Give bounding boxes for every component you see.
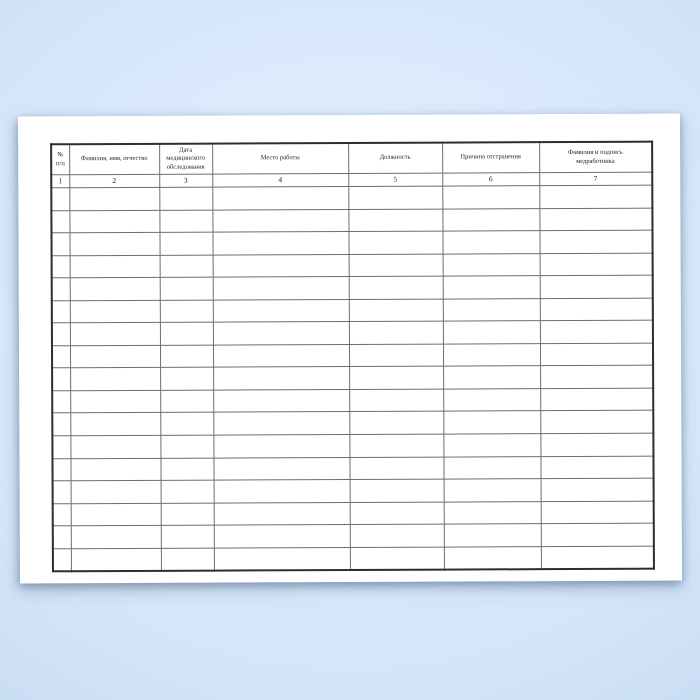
header-cell-col3: Дата медицинского обследования: [159, 144, 212, 175]
column-number-cell-7: 7: [539, 172, 652, 185]
empty-cell: [70, 300, 160, 323]
empty-cell: [349, 276, 443, 299]
empty-data-row: [51, 185, 652, 210]
empty-cell: [214, 525, 350, 548]
empty-cell: [349, 254, 443, 277]
empty-cell: [69, 232, 159, 255]
empty-cell: [540, 411, 653, 434]
empty-cell: [70, 413, 160, 436]
empty-cell: [52, 255, 70, 278]
empty-cell: [213, 389, 349, 412]
empty-cell: [444, 501, 541, 524]
empty-cell: [539, 230, 652, 253]
medical-examination-log-table: [50, 141, 655, 573]
header-cell-col7: Фамилия и подпись медработника: [539, 142, 652, 173]
empty-cell: [350, 502, 444, 525]
empty-cell: [444, 479, 541, 502]
empty-cell: [53, 548, 71, 571]
empty-cell: [160, 390, 213, 413]
empty-cell: [213, 412, 349, 435]
empty-cell: [444, 546, 541, 569]
empty-cell: [53, 503, 71, 526]
header-cell-col5: Должность: [348, 143, 442, 174]
empty-cell: [160, 435, 213, 458]
empty-cell: [348, 231, 442, 254]
empty-cell: [349, 344, 443, 367]
empty-cell: [540, 253, 653, 276]
empty-cell: [52, 368, 70, 391]
empty-cell: [443, 411, 540, 434]
empty-cell: [442, 186, 539, 209]
empty-cell: [212, 187, 348, 210]
header-cell-col2: Фамилия, имя, отчество: [69, 144, 159, 175]
empty-cell: [52, 413, 70, 436]
empty-cell: [541, 501, 654, 524]
empty-cell: [71, 526, 161, 549]
empty-cell: [159, 187, 212, 210]
empty-cell: [443, 343, 540, 366]
empty-cell: [350, 479, 444, 502]
empty-cell: [213, 322, 349, 345]
empty-cell: [443, 366, 540, 389]
empty-cell: [70, 323, 160, 346]
empty-cell: [161, 480, 214, 503]
empty-cell: [69, 187, 159, 210]
empty-cell: [443, 321, 540, 344]
empty-cell: [541, 546, 654, 570]
empty-cell: [540, 343, 653, 366]
empty-cell: [70, 255, 160, 278]
empty-cell: [159, 232, 212, 255]
empty-cell: [160, 277, 213, 300]
empty-cell: [349, 412, 443, 435]
empty-cell: [70, 390, 160, 413]
empty-cell: [443, 434, 540, 457]
empty-cell: [161, 503, 214, 526]
empty-cell: [71, 548, 161, 571]
empty-cell: [214, 502, 350, 525]
document-page: [18, 114, 682, 584]
empty-cell: [541, 478, 654, 501]
empty-cell: [539, 208, 652, 231]
empty-cell: [70, 458, 160, 481]
empty-cell: [213, 367, 349, 390]
empty-cell: [161, 525, 214, 548]
empty-cell: [539, 185, 652, 208]
empty-cell: [443, 456, 540, 479]
empty-cell: [442, 208, 539, 231]
empty-cell: [70, 435, 160, 458]
empty-cell: [213, 277, 349, 300]
empty-cell: [349, 389, 443, 412]
empty-cell: [350, 547, 444, 570]
empty-data-row: [52, 298, 653, 323]
empty-data-row: [53, 523, 654, 548]
empty-cell: [540, 275, 653, 298]
empty-cell: [540, 366, 653, 389]
empty-cell: [540, 298, 653, 321]
empty-cell: [540, 388, 653, 411]
empty-cell: [52, 300, 70, 323]
empty-cell: [160, 322, 213, 345]
empty-data-row: [52, 253, 653, 278]
empty-cell: [349, 434, 443, 457]
column-number-cell-5: 5: [348, 173, 442, 186]
empty-cell: [349, 457, 443, 480]
empty-cell: [212, 209, 348, 232]
empty-cell: [160, 300, 213, 323]
empty-data-row: [53, 501, 654, 526]
empty-cell: [349, 366, 443, 389]
empty-cell: [540, 433, 653, 456]
empty-data-row: [52, 433, 653, 458]
empty-cell: [541, 523, 654, 546]
column-number-cell-3: 3: [159, 174, 212, 187]
empty-data-row: [52, 366, 653, 391]
empty-cell: [349, 321, 443, 344]
header-cell-col6: Причина отстранения: [442, 142, 539, 173]
empty-cell: [52, 458, 70, 481]
column-number-cell-2: 2: [69, 174, 159, 187]
empty-cell: [212, 232, 348, 255]
header-row: [51, 142, 652, 175]
empty-data-row: [52, 275, 653, 300]
empty-cell: [160, 458, 213, 481]
empty-cell: [350, 524, 444, 547]
empty-cell: [213, 344, 349, 367]
empty-cell: [214, 480, 350, 503]
empty-cell: [540, 456, 653, 479]
empty-cell: [53, 481, 71, 504]
empty-cell: [213, 254, 349, 277]
empty-cell: [51, 188, 69, 211]
header-cell-col4: Место работы: [212, 143, 348, 174]
empty-cell: [348, 209, 442, 232]
empty-data-row: [53, 478, 654, 503]
empty-data-row: [52, 411, 653, 436]
column-number-cell-4: 4: [212, 174, 348, 188]
column-number-cell-6: 6: [442, 173, 539, 186]
empty-cell: [51, 210, 69, 233]
empty-cell: [160, 367, 213, 390]
empty-cell: [52, 346, 70, 369]
empty-data-row: [52, 388, 653, 413]
empty-cell: [443, 276, 540, 299]
empty-cell: [160, 345, 213, 368]
empty-cell: [443, 389, 540, 412]
empty-cell: [540, 320, 653, 343]
empty-cell: [53, 526, 71, 549]
empty-data-row: [53, 546, 654, 572]
empty-cell: [442, 231, 539, 254]
empty-cell: [444, 524, 541, 547]
empty-cell: [160, 255, 213, 278]
empty-cell: [70, 368, 160, 391]
empty-cell: [159, 210, 212, 233]
empty-data-row: [51, 208, 652, 233]
empty-cell: [52, 278, 70, 301]
empty-cell: [443, 298, 540, 321]
empty-cell: [348, 186, 442, 209]
empty-cell: [51, 233, 69, 256]
empty-cell: [214, 547, 350, 571]
empty-data-row: [52, 456, 653, 481]
empty-cell: [349, 299, 443, 322]
empty-cell: [70, 278, 160, 301]
empty-cell: [52, 436, 70, 459]
empty-cell: [443, 253, 540, 276]
empty-data-row: [52, 320, 653, 345]
header-cell-col1: № п/п: [51, 144, 69, 175]
empty-cell: [213, 457, 349, 480]
empty-data-row: [52, 343, 653, 368]
empty-cell: [69, 210, 159, 233]
column-number-cell-1: 1: [51, 175, 69, 188]
empty-cell: [52, 391, 70, 414]
empty-data-row: [51, 230, 652, 255]
empty-cell: [52, 323, 70, 346]
empty-cell: [160, 413, 213, 436]
empty-cell: [213, 435, 349, 458]
empty-cell: [161, 548, 214, 571]
empty-cell: [70, 345, 160, 368]
empty-cell: [71, 503, 161, 526]
empty-cell: [71, 480, 161, 503]
empty-cell: [213, 299, 349, 322]
